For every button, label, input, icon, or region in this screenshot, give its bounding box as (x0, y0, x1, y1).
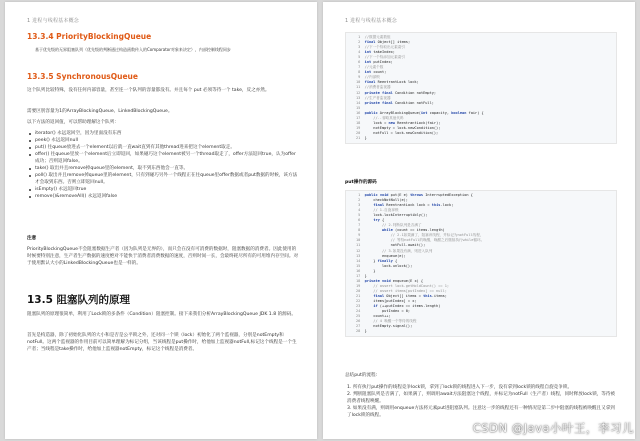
code-text: checkNotNull(e); (364, 198, 408, 203)
line-number: 16 (356, 110, 365, 115)
code-text: // 2.1如果满了，阻塞该线程，并标记为notFull线程， (364, 233, 484, 238)
method-list (27, 130, 299, 200)
line-number: 1 (356, 193, 365, 197)
line-number: 19 (356, 283, 365, 288)
line-number: 5 (356, 55, 365, 60)
put-summary-title: 总结put的流程: (345, 373, 378, 378)
code-text: items[putIndex] = x; (364, 298, 417, 303)
code-text: // assert items[putIndex] == null; (364, 288, 447, 293)
section-title-blocking-queue-principle: 13.5 阻塞队列的原理 (27, 294, 131, 306)
line-number: 25 (356, 314, 365, 319)
methods-intro: 以下方法的返回值，可以帮助理解这个队列： (27, 120, 119, 125)
line-number: 1 (356, 35, 365, 39)
list-item: remove()&removeAll() 永远返回false (35, 193, 299, 200)
capacity-note: 需要区别容量为1的ArrayBlockingQueue、LinkedBlockingQueue。 (27, 109, 173, 114)
code-block-fields (345, 32, 617, 144)
code-text: putIndex = 0; (364, 309, 411, 314)
line-number: 15 (356, 105, 365, 110)
code-text: //下一个待添加元素索引 (364, 55, 405, 60)
line-number: 14 (356, 100, 365, 105)
line-number: 22 (356, 298, 365, 303)
line-number: 6 (356, 218, 365, 223)
code-text: int takeIndex; (364, 50, 395, 55)
line-number: 9 (356, 75, 365, 80)
line-number: 2 (356, 40, 365, 45)
code-text: lock.unlock(); (364, 263, 413, 268)
line-number: 24 (356, 309, 365, 314)
line-number: 13 (356, 253, 365, 258)
code-text: final ReentrantLock lock; (364, 80, 419, 85)
list-item: take() 取出并且remove掉queue里的element，取不到东西他会一直等。 (35, 165, 299, 172)
note-text: PriorityBlockingQueue不会阻塞数据生产者（因为队列是无界的），而只会在没有可消费的数据时，阻塞数据的消费者。因此使用的时候要特别注意，生产者生产数据的速度绝对不能快于消费者消费数据的速度，否则时间一长，会最终耗尽所有的可用堆内存空间。对于使用默认大小的LinkedBlockingQueue也是一样的。 (27, 247, 299, 266)
code-text: if (++putIndex == items.length) (373, 304, 441, 309)
code-text: notFull = lock.newCondition(); (364, 130, 439, 135)
line-number: 12 (356, 90, 365, 95)
put-steps-list (345, 384, 617, 419)
line-number: 27 (356, 324, 365, 329)
line-number: 8 (356, 70, 365, 75)
code-text: final Object[] items = this.items; (373, 293, 447, 298)
line-number: 7 (356, 223, 365, 228)
code-text: //下一个待取出元素索引 (364, 45, 405, 50)
code-text: int count; (364, 70, 387, 75)
running-head-right: 1 进程与线程基本概念 (345, 18, 397, 24)
code-text: notEmpty.signal(); (364, 324, 413, 329)
line-number: 9 (356, 233, 365, 238)
code-text: try { (373, 218, 385, 223)
list-item: 3. 如果没有满，则调用enqueue方法将元素put进阻塞队列。注意这一步的线程还有一种情况是第二步中阻塞的线程被唤醒且又拿到了lock锁的线程。 (347, 406, 615, 418)
code-text: private final Condition notFull; (364, 100, 434, 105)
code-text: //内部锁 (364, 75, 380, 80)
right-page (323, 2, 635, 439)
code-text: public void put(E e) throws InterruptedException { (364, 193, 473, 197)
line-number: 17 (356, 273, 365, 278)
section-title-priority-blocking-queue: 13.3.4 PriorityBlockingQueue (27, 32, 152, 41)
code-text: private void enqueue(E x) { (364, 278, 424, 283)
line-number: 26 (356, 319, 365, 324)
note-label: 注意 (27, 236, 37, 241)
code-text: notEmpty = lock.newCondition(); (364, 125, 441, 130)
list-item: poll() 取出并且remove掉queue里的element，只有到碰巧另外一个线程正在往queue里offer数据或者put数据的时候，该方法才会取到东西。否则立即返回null。 (35, 173, 298, 185)
code-text: //元素个数 (364, 65, 384, 70)
code-text: lock.lockInterruptibly(); (364, 213, 428, 218)
line-number: 10 (356, 80, 365, 85)
line-number: 28 (356, 329, 365, 334)
line-number: 5 (356, 213, 365, 218)
line-number: 10 (356, 238, 365, 243)
code-text: } (364, 273, 367, 278)
code-line (356, 329, 612, 334)
code-text: int putIndex; (364, 60, 393, 65)
line-number: 3 (356, 203, 365, 208)
line-number: 8 (356, 228, 365, 233)
code-text: final ReentrantLock lock = this.lock; (373, 203, 454, 208)
line-number: 4 (356, 50, 365, 55)
line-number: 21 (356, 135, 365, 140)
code-text: } (364, 329, 367, 334)
list-item: 2. 判断阻塞队列是否满了，如果满了，则调用await方法阻塞这个线程，并标记为notFull（生产者）线程，同时释放lock锁，等待被消费者线程唤醒。 (347, 392, 616, 404)
left-page (5, 2, 317, 439)
code-text: while (count == items.length) (381, 228, 445, 233)
code-text: } (364, 268, 376, 273)
code-text: count++; (364, 314, 391, 319)
line-number: 18 (356, 120, 365, 125)
code-line (356, 136, 612, 141)
line-number: 6 (356, 60, 365, 65)
code-text: // assert lock.getHoldCount() == 1; (364, 283, 450, 288)
line-number: 20 (356, 130, 365, 135)
list-item: isEmpty() 永远返回true (35, 186, 299, 193)
line-number: 16 (356, 268, 365, 273)
priority-queue-description: 基于优先级的无界阻塞队列（优先级的判断通过构造函数传入的Comparator对象来决定），内部控制线程同步 (35, 47, 231, 52)
code-text: notFull.await(); (364, 243, 426, 248)
list-item: put() 往queue放进去一个element以后就一直wait直到有其他thread进来把这个element取走。 (35, 144, 299, 151)
code-block-put (345, 190, 617, 337)
line-number: 23 (356, 304, 365, 309)
line-number: 17 (356, 115, 365, 120)
running-head-left: 1 进程与线程基本概念 (27, 18, 79, 24)
line-number: 11 (356, 85, 365, 90)
code-text: final Object[] items; (364, 40, 411, 45)
constructor-explanation: 首先是构造器，除了初始化队列的大小和是否是公平锁之外，还对同一个锁（lock）初始化了两个监视器，分别是notEmpty和notFull。这两个监视器的作用目前可以简单理解为标记分组，当该线程是put操作时，给他加上监视器notFull,标记这个线程是一个生产者；当线程是take操作时，给他加上监视器notEmpty，标记这个线程是消费者。 (27, 333, 297, 352)
list-item: offer() 往queue里放一个element后立即返回，如果碰巧这个element被另一个thread取走了，offer方法返回true，认为offer成功；否则返回false。 (35, 151, 299, 165)
line-number: 4 (356, 208, 365, 213)
line-number: 15 (356, 263, 365, 268)
list-item: peek() 永远返回null (35, 137, 299, 144)
section-title-synchronous-queue: 13.3.5 SynchronousQueue (27, 72, 138, 81)
code-text: public ArrayBlockingQueue(int capacity, boolean fair) { (364, 110, 484, 115)
code-text: // 2.判断队列是否满了 (364, 223, 422, 228)
put-source-title: put操作的源码 (345, 180, 377, 185)
line-number: 2 (356, 198, 365, 203)
csdn-watermark: CSDN @Java小叶王，李习儿 (472, 421, 634, 435)
code-text: //生产者监视器 (364, 95, 391, 100)
code-text: // 4 唤醒一个等待的线程 (364, 319, 417, 324)
code-text: //数据元素数组 (364, 35, 391, 39)
line-number: 13 (356, 95, 365, 100)
synchronous-queue-intro: 这个队列比较特殊，没有任何内部容量，甚至连一个队列的容量都没有。并且每个 put 必须等待一个 take，反之亦然。 (27, 88, 270, 93)
code-text: // 1.自旋拿锁 (364, 208, 399, 213)
line-number: 7 (356, 65, 365, 70)
code-text: //消费者监视器 (364, 85, 391, 90)
principle-intro: 阻塞队列的原理很简单，利用了Lock锁的多条件（Condition）阻塞控制。接下来我们分析ArrayBlockingQueue JDK 1.8 的源码。 (27, 312, 296, 317)
line-number: 20 (356, 288, 365, 293)
code-text: lock = new ReentrantLock(fair); (364, 120, 441, 125)
line-number: 12 (356, 248, 365, 253)
line-number: 14 (356, 258, 365, 263)
code-text: private final Condition notEmpty; (364, 90, 437, 95)
line-number: 18 (356, 278, 365, 283)
code-text: // 等待notFull的唤醒，唤醒之后继续执行while循环。 (364, 238, 485, 243)
line-number: 3 (356, 45, 365, 50)
code-text: // 3.如果没有满，则进入队列 (364, 248, 433, 253)
code-text: } finally { (364, 258, 398, 263)
list-item: 1. 所有执行put操作的线程竞争lock锁，拿到了lock锁的线程进入下一步，没有拿到lock锁的线程自旋竞争锁。 (347, 385, 573, 390)
code-text: //..省略其他代码 (364, 115, 404, 120)
code-text: enqueue(e); (364, 253, 406, 258)
line-number: 11 (356, 243, 365, 248)
list-item: iterator() 永远返回空，因为里面没有东西 (35, 130, 299, 137)
code-text: } (364, 135, 367, 140)
line-number: 21 (356, 293, 365, 298)
line-number: 19 (356, 125, 365, 130)
